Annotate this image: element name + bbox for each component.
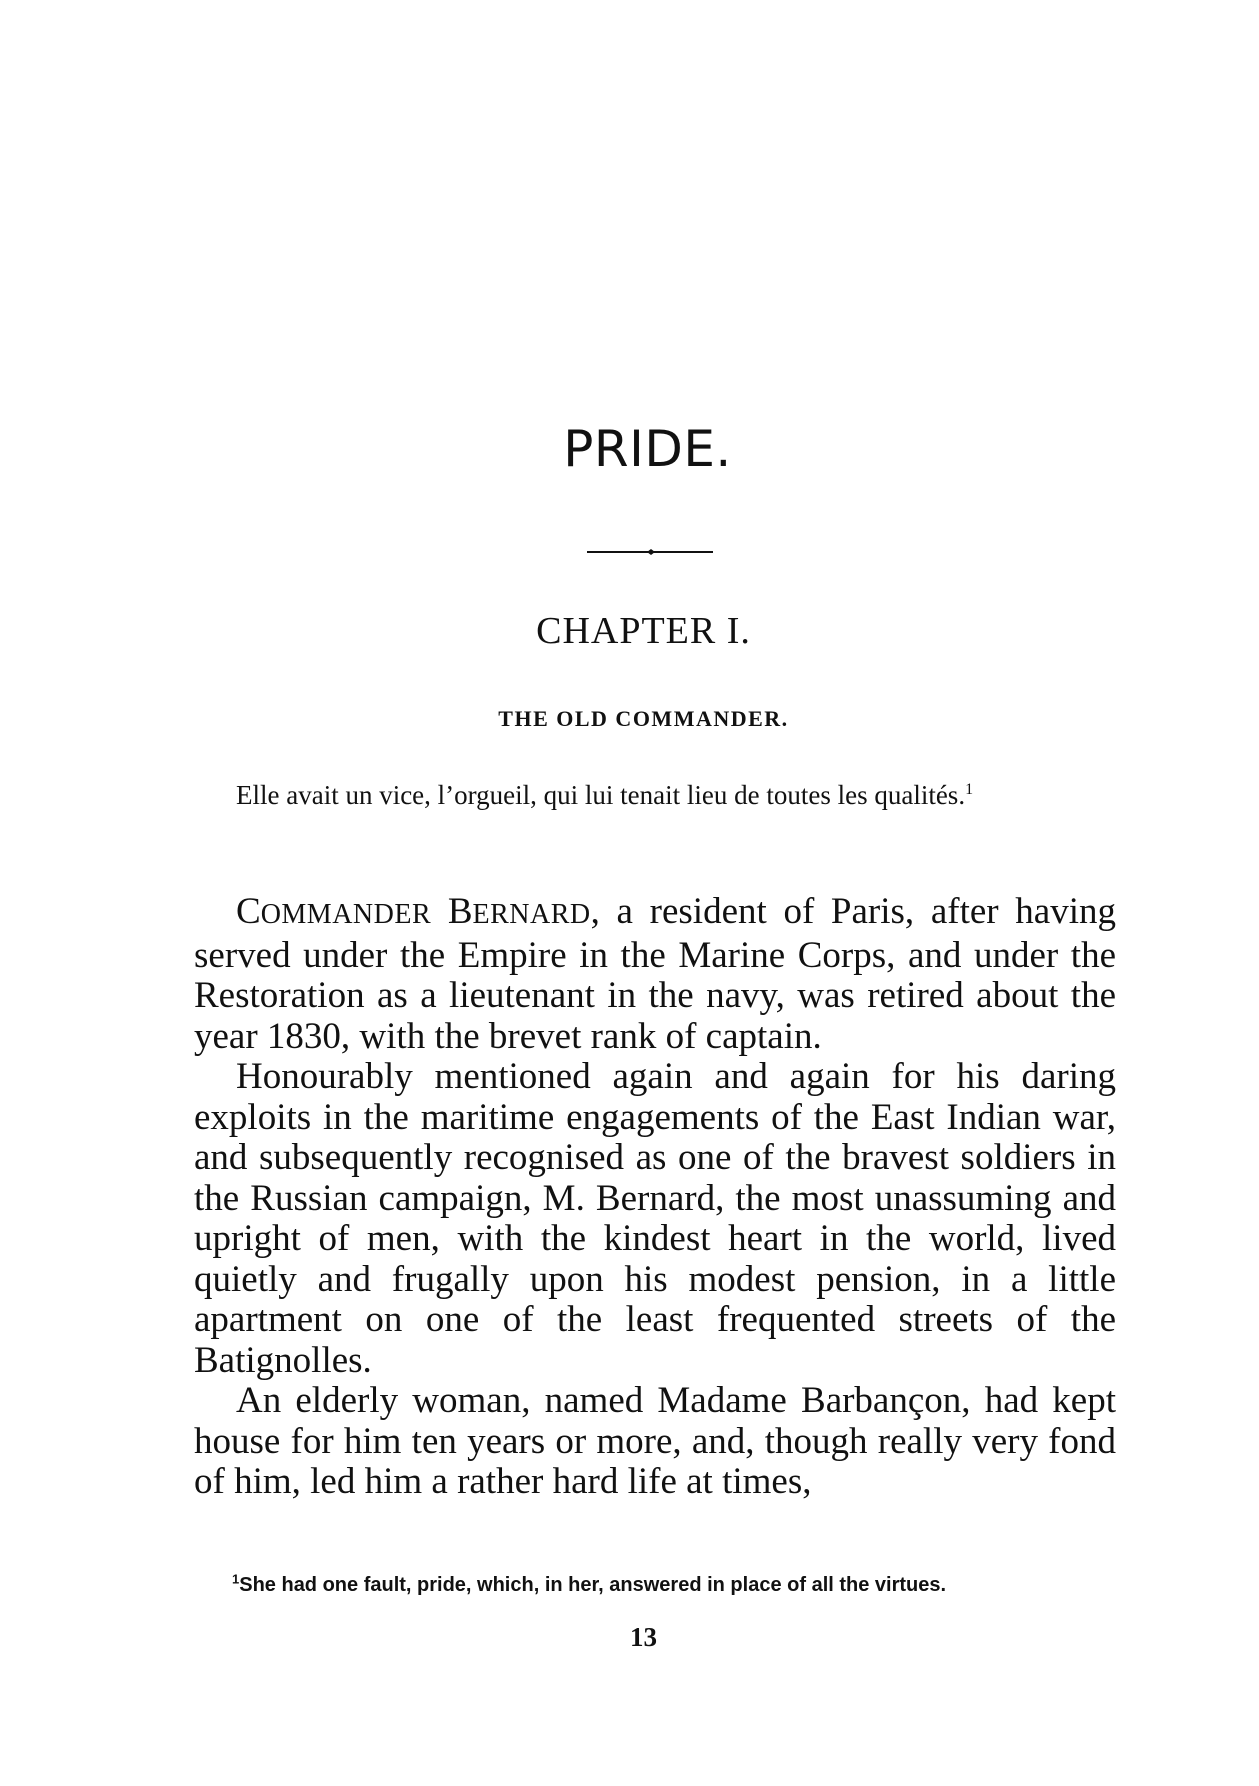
paragraph-1-text: , a resident of Paris, after having served under the Empire in the Marine Corps, and under the Restoration as a lieutenant in the navy, was retired about the year 1830, with the brevet rank of captain. xyxy=(194,891,1116,1057)
page-number: 13 xyxy=(630,1622,657,1652)
chapter-heading: CHAPTER I. xyxy=(536,610,751,652)
book-title: PRIDE. xyxy=(563,420,732,478)
ornament-rule xyxy=(587,548,713,556)
body-text xyxy=(194,892,1116,1503)
lead-name-initial-1: C xyxy=(236,891,261,932)
footnote-reference: 1 xyxy=(965,781,974,798)
lead-name-rest-2: ERNARD xyxy=(472,899,591,930)
lead-name-initial-2: B xyxy=(447,891,473,932)
paragraph-1 xyxy=(194,892,1116,1057)
chapter-subtitle: THE OLD COMMANDER. xyxy=(498,706,789,731)
paragraph-3: An elderly woman, named Madame Barbançon, had kept house for him ten years or more, and, though really very fond of him, led him a rather hard life at times, xyxy=(194,1380,1116,1502)
lead-name-rest-1: OMMANDER xyxy=(260,899,432,930)
epigraph xyxy=(194,776,1116,814)
footnote-text: She had one fault, pride, which, in her, answered in place of all the virtues. xyxy=(239,1574,947,1596)
epigraph-text: Elle avait un vice, l’orgueil, qui lui tenait lieu de toutes les qualités. xyxy=(236,780,966,810)
footnote-marker: 1 xyxy=(232,1571,240,1587)
footnote xyxy=(194,1573,1116,1597)
paragraph-2: Honourably mentioned again and again for his daring exploits in the maritime engagements of the East Indian war, and subsequently recognised as one of the bravest soldiers in the Russian campaign, M. Bernard, the most unassuming and upright of men, with the kindest heart in the world, lived quietly and frugally upon his modest pension, in a little apartment on one of the least frequented streets of the Batignolles. xyxy=(194,1056,1116,1381)
